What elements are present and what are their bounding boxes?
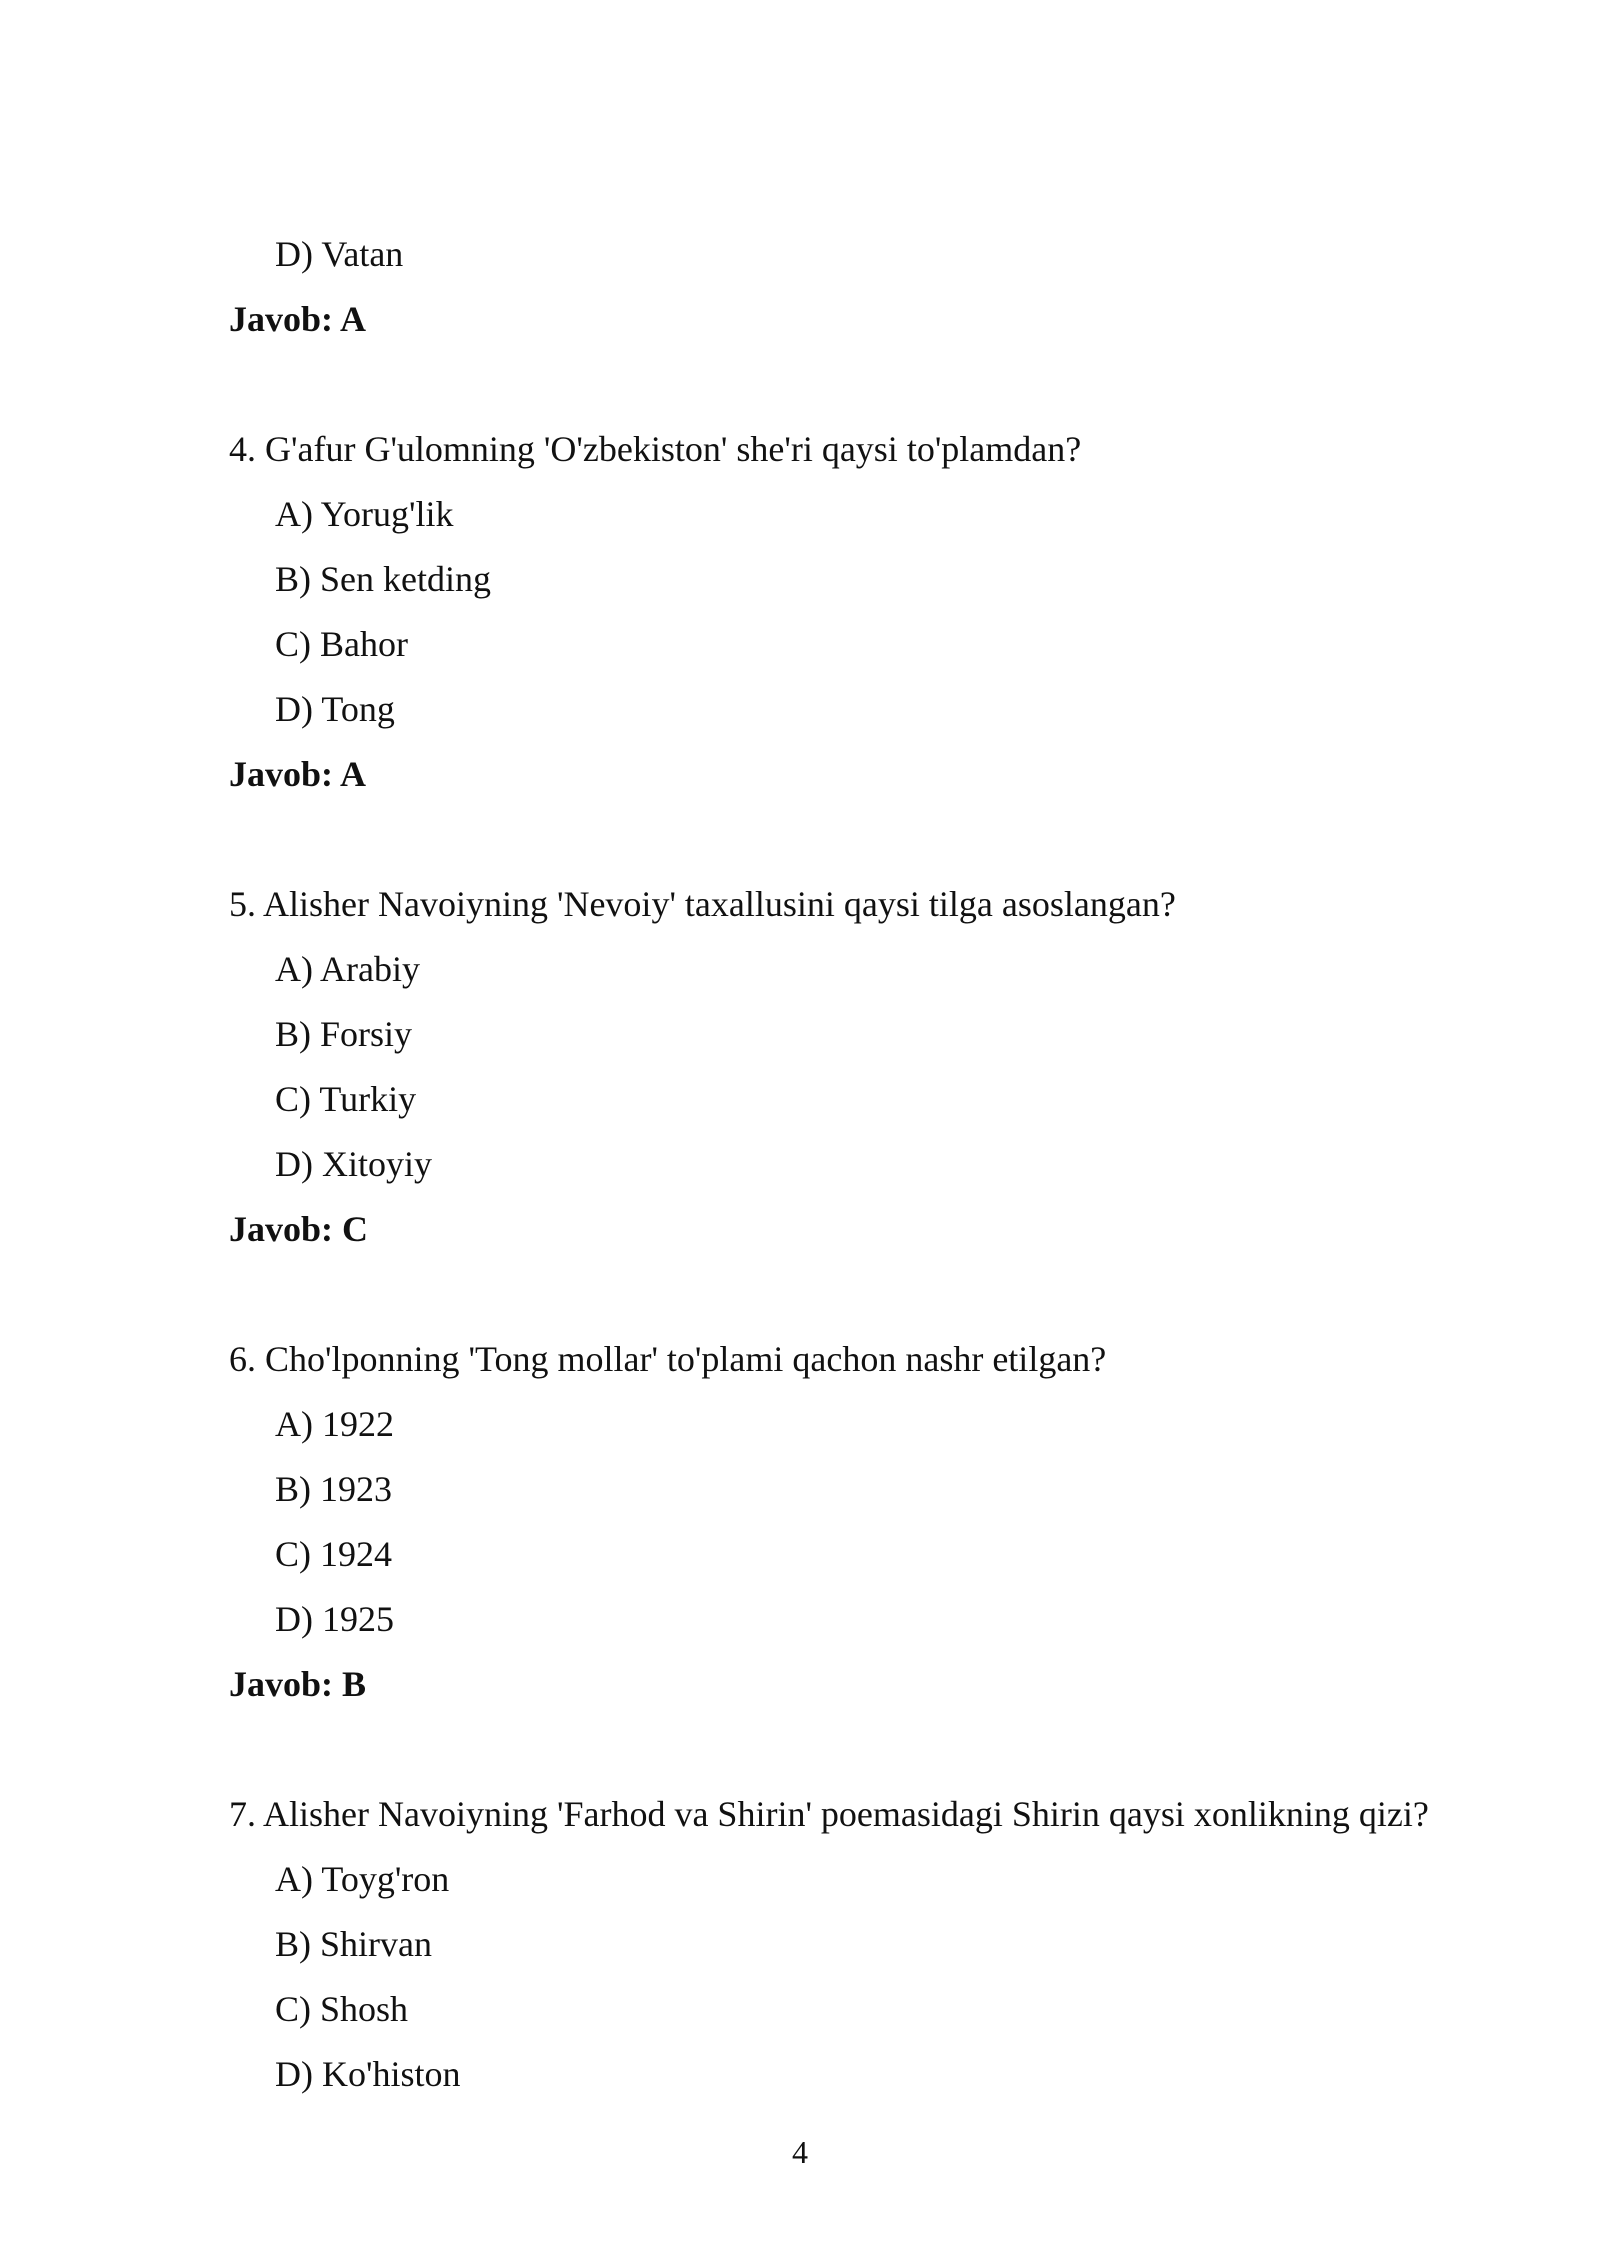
spacer — [229, 1717, 1529, 1782]
option-b: B) Forsiy — [275, 1014, 413, 1054]
answer-label: Javob: B — [229, 1664, 367, 1704]
option-d: D) Vatan — [275, 234, 404, 274]
answer-label: Javob: A — [229, 754, 367, 794]
option-d: D) Xitoyiy — [275, 1144, 432, 1184]
option-d: D) Tong — [275, 689, 395, 729]
answer-label: Javob: C — [229, 1209, 369, 1249]
question-5: 5. Alisher Navoiyning 'Nevoiy' taxallusini qaysi tilga asoslangan? — [229, 884, 1176, 924]
question-6: 6. Cho'lponning 'Tong mollar' to'plami qachon nashr etilgan? — [229, 1339, 1107, 1379]
quiz-content — [229, 222, 1529, 2107]
option-c: C) Shosh — [275, 1989, 409, 2029]
option-b: B) 1923 — [275, 1469, 392, 1509]
answer-label: Javob: A — [229, 299, 367, 339]
option-a: A) Yorug'lik — [275, 494, 454, 534]
option-d: D) 1925 — [275, 1599, 394, 1639]
question-7: 7. Alisher Navoiyning 'Farhod va Shirin' poemasidagi Shirin qaysi xonlikning qizi? — [229, 1794, 1429, 1834]
option-c: C) Turkiy — [275, 1079, 417, 1119]
spacer — [229, 807, 1529, 872]
option-b: B) Sen ketding — [275, 559, 491, 599]
option-c: C) Bahor — [275, 624, 408, 664]
option-a: A) Toyg'ron — [275, 1859, 450, 1899]
option-a: A) Arabiy — [275, 949, 420, 989]
spacer — [229, 1262, 1529, 1327]
spacer — [229, 352, 1529, 417]
option-b: B) Shirvan — [275, 1924, 432, 1964]
page-number: 4 — [792, 2134, 808, 2170]
option-d: D) Ko'histon — [275, 2054, 461, 2094]
option-a: A) 1922 — [275, 1404, 394, 1444]
question-4: 4. G'afur G'ulomning 'O'zbekiston' she'ri qaysi to'plamdan? — [229, 429, 1082, 469]
option-c: C) 1924 — [275, 1534, 392, 1574]
